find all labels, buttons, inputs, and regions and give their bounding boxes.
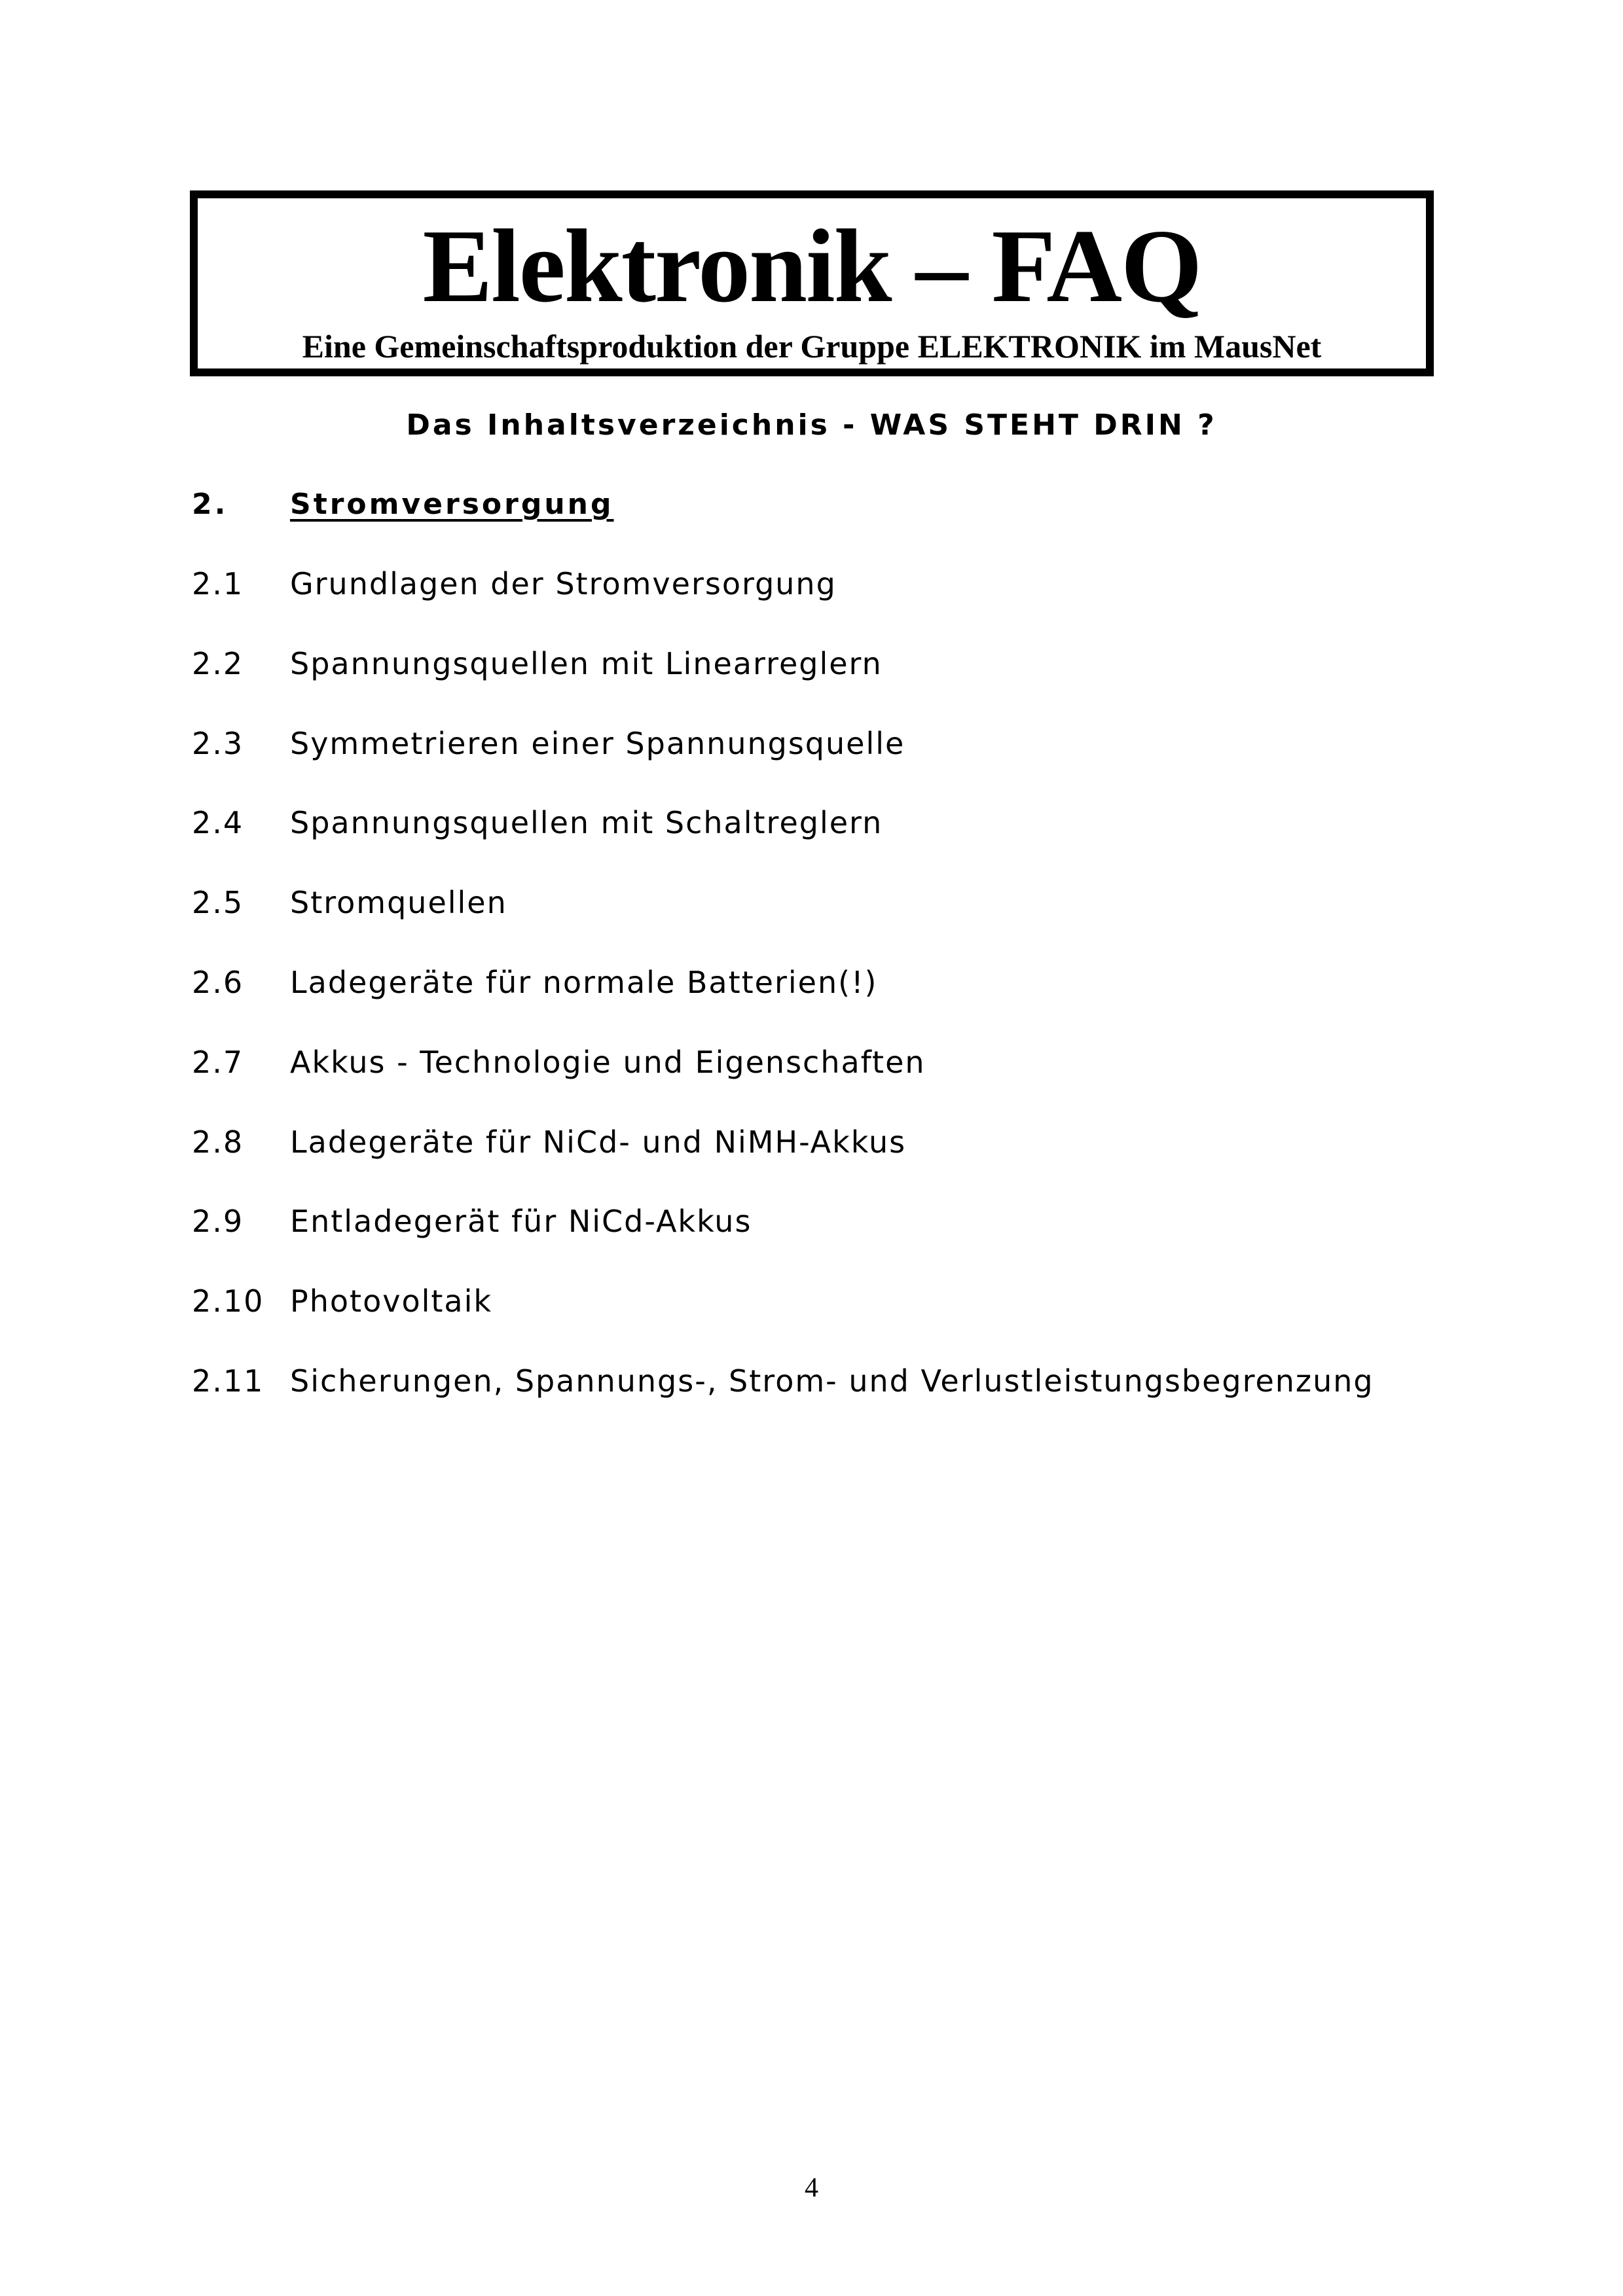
toc-entry-2-1[interactable]: [192, 565, 1374, 645]
toc-entry-number: 2.1: [192, 566, 244, 601]
toc-entry-number: 2.4: [192, 805, 244, 841]
toc-entry-2-8[interactable]: [192, 1124, 1374, 1204]
toc-entry-label: Ladegeräte für NiCd- und NiMH-Akkus: [290, 1124, 907, 1160]
toc-entry-number: 2.10: [192, 1283, 264, 1319]
toc-entry-2-9[interactable]: [192, 1203, 1374, 1283]
toc-entry-2-4[interactable]: [192, 804, 1374, 884]
document-subtitle: Eine Gemeinschaftsproduktion der Gruppe ELEKTRONIK im MausNet: [302, 328, 1322, 365]
section-heading[interactable]: [192, 486, 613, 523]
toc-entry-number: 2.3: [192, 725, 244, 761]
toc-entry-2-11[interactable]: [192, 1363, 1374, 1443]
toc-entry-number: 2.5: [192, 885, 244, 921]
toc-entry-2-10[interactable]: [192, 1283, 1374, 1363]
toc-entry-number: 2.11: [192, 1363, 264, 1399]
toc-entry-2-2[interactable]: [192, 645, 1374, 725]
toc-entry-label: Ladegeräte für normale Batterien(!): [290, 964, 878, 1000]
toc-entry-number: 2.6: [192, 964, 244, 1000]
toc-list: [192, 565, 1374, 1443]
toc-entry-2-7[interactable]: [192, 1044, 1374, 1124]
title-box: [190, 190, 1434, 376]
toc-entry-2-6[interactable]: [192, 964, 1374, 1044]
page-number: 4: [805, 2173, 818, 2203]
document-title: Elektronik – FAQ: [422, 207, 1201, 324]
toc-entry-2-5[interactable]: [192, 884, 1374, 964]
toc-entry-number: 2.7: [192, 1044, 244, 1080]
toc-entry-label: Photovoltaik: [290, 1283, 493, 1319]
toc-entry-label: Entladegerät für NiCd-Akkus: [290, 1204, 752, 1240]
toc-entry-2-3[interactable]: [192, 725, 1374, 805]
toc-entry-label: Symmetrieren einer Spannungsquelle: [290, 725, 905, 761]
toc-entry-label: Spannungsquellen mit Schaltreglern: [290, 805, 883, 841]
toc-entry-number: 2.9: [192, 1204, 244, 1240]
toc-entry-label: Sicherungen, Spannungs-, Strom- und Verlustleistungsbegrenzung: [290, 1363, 1374, 1399]
toc-entry-label: Akkus - Technologie und Eigenschaften: [290, 1044, 926, 1080]
toc-entry-label: Stromquellen: [290, 885, 507, 921]
toc-heading: Das Inhaltsverzeichnis - WAS STEHT DRIN ?: [406, 408, 1217, 442]
toc-entry-label: Spannungsquellen mit Linearreglern: [290, 645, 883, 681]
toc-entry-number: 2.2: [192, 645, 244, 681]
toc-entry-number: 2.8: [192, 1124, 244, 1160]
section-number: 2.: [192, 488, 228, 521]
toc-entry-label: Grundlagen der Stromversorgung: [290, 566, 837, 601]
section-title: Stromversorgung: [290, 488, 614, 521]
